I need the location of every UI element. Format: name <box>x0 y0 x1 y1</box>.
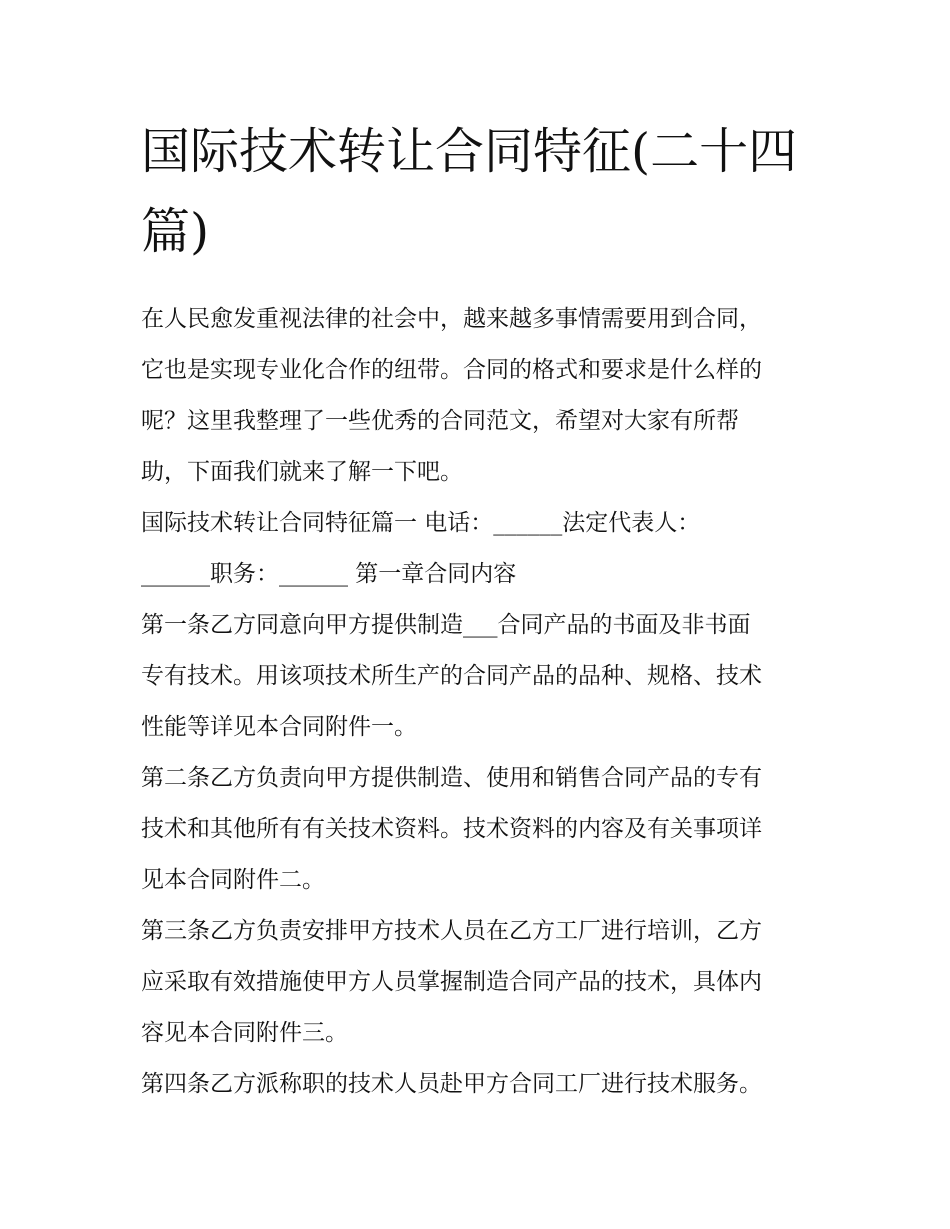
intro-paragraph <box>141 294 816 498</box>
text-line: 它也是实现专业化合作的纽带。合同的格式和要求是什么样的 <box>141 357 762 383</box>
document-body <box>141 294 816 1110</box>
text-line: 应采取有效措施使甲方人员掌握制造合同产品的技术，具体内 <box>141 969 762 995</box>
text-line: 技术和其他所有有关技术资料。技术资料的内容及有关事项详 <box>141 816 762 842</box>
text-line: 容见本合同附件三。 <box>141 1020 348 1046</box>
article-1-paragraph <box>141 600 816 753</box>
title-line-1: 国际技术转让合同特征(二十四 <box>141 123 798 180</box>
document-title <box>141 112 816 272</box>
title-line-2: 篇) <box>141 203 210 260</box>
text-line: 国际技术转让合同特征篇一 电话：______法定代表人： <box>141 510 701 536</box>
text-line: 性能等详见本合同附件一。 <box>141 714 417 740</box>
text-line: 见本合同附件二。 <box>141 867 325 893</box>
text-line: 呢？这里我整理了一些优秀的合同范文，希望对大家有所帮 <box>141 408 739 434</box>
text-line: ______职务：______ 第一章合同内容 <box>141 561 517 587</box>
text-line: 在人民愈发重视法律的社会中，越来越多事情需要用到合同， <box>141 306 762 332</box>
text-line: 专有技术。用该项技术所生产的合同产品的品种、规格、技术 <box>141 663 762 689</box>
article-4-paragraph <box>141 1059 816 1110</box>
text-line: 第一条乙方同意向甲方提供制造___合同产品的书面及非书面 <box>141 612 751 638</box>
section-header-paragraph <box>141 498 816 600</box>
article-3-paragraph <box>141 906 816 1059</box>
document-content <box>141 112 816 1110</box>
text-line: 第三条乙方负责安排甲方技术人员在乙方工厂进行培训，乙方 <box>141 918 762 944</box>
text-line: 第二条乙方负责向甲方提供制造、使用和销售合同产品的专有 <box>141 765 762 791</box>
text-line: 助，下面我们就来了解一下吧。 <box>141 459 463 485</box>
article-2-paragraph <box>141 753 816 906</box>
text-line: 第四条乙方派称职的技术人员赴甲方合同工厂进行技术服务。 <box>141 1071 762 1097</box>
